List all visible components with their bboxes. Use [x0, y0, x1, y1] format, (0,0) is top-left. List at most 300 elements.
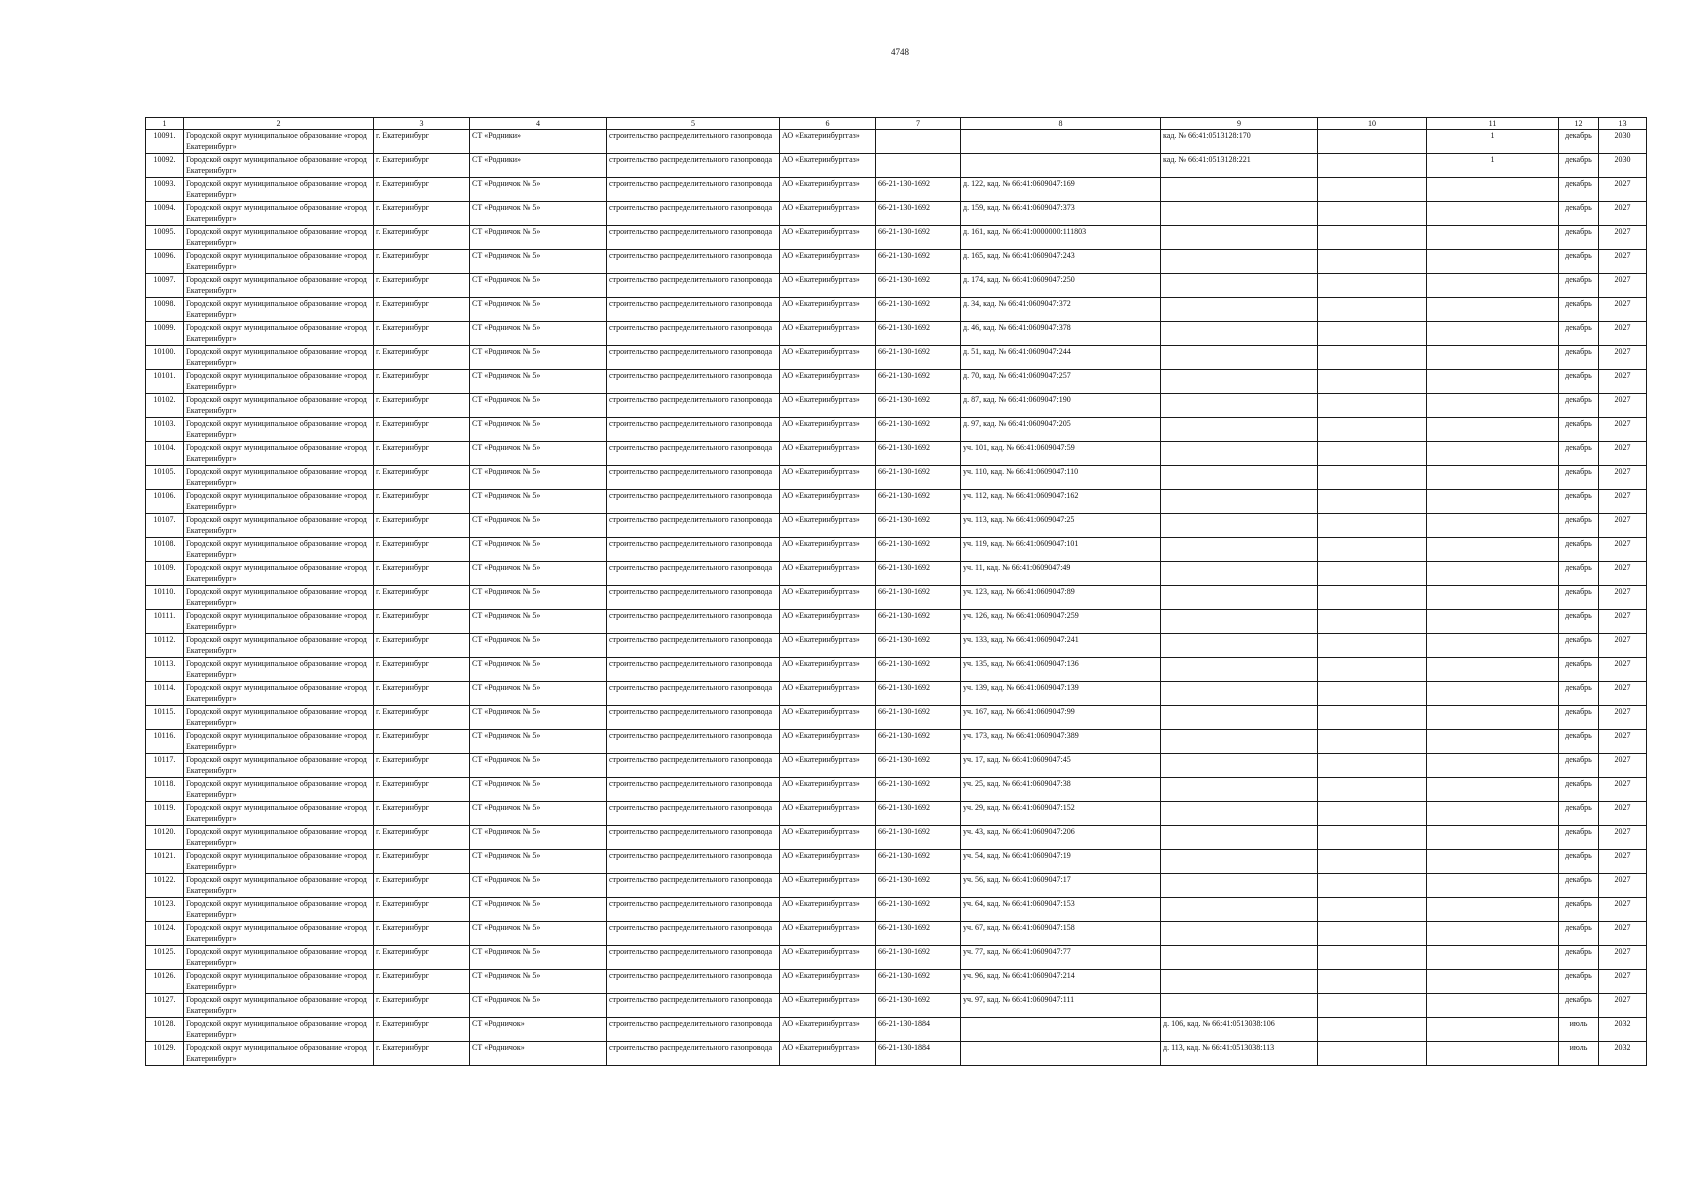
cell-work-type: строительство распределительного газопровода [607, 874, 780, 898]
cell-col-10 [1318, 994, 1427, 1018]
cell-municipality: Городской округ муниципальное образование «город Екатеринбург» [184, 634, 374, 658]
cell-month: декабрь [1559, 946, 1599, 970]
cell-permit-number: 66-21-130-1692 [876, 994, 961, 1018]
table-row [146, 898, 1647, 922]
table-row [146, 562, 1647, 586]
cell-row-number: 10125. [146, 946, 184, 970]
cell-organization: АО «Екатеринбурггаз» [780, 202, 876, 226]
cell-municipality: Городской округ муниципальное образование «город Екатеринбург» [184, 250, 374, 274]
cell-year: 2027 [1599, 874, 1647, 898]
cell-year: 2027 [1599, 946, 1647, 970]
cell-row-number: 10126. [146, 970, 184, 994]
cell-row-number: 10106. [146, 490, 184, 514]
table-row [146, 682, 1647, 706]
cell-city: г. Екатеринбург [374, 274, 470, 298]
cell-row-number: 10103. [146, 418, 184, 442]
cell-work-type: строительство распределительного газопровода [607, 466, 780, 490]
cell-quantity [1427, 202, 1559, 226]
cell-row-number: 10091. [146, 130, 184, 154]
cell-address-2 [1161, 922, 1318, 946]
cell-permit-number: 66-21-130-1692 [876, 586, 961, 610]
cell-address-2 [1161, 274, 1318, 298]
cell-col-10 [1318, 706, 1427, 730]
cell-year: 2027 [1599, 250, 1647, 274]
cell-quantity [1427, 490, 1559, 514]
cell-address-1: уч. 29, кад. № 66:41:0609047:152 [961, 802, 1161, 826]
table-row [146, 778, 1647, 802]
cell-organization: АО «Екатеринбурггаз» [780, 394, 876, 418]
cell-address-1: уч. 110, кад. № 66:41:0609047:110 [961, 466, 1161, 490]
cell-municipality: Городской округ муниципальное образование «город Екатеринбург» [184, 850, 374, 874]
cell-address-1: уч. 123, кад. № 66:41:0609047:89 [961, 586, 1161, 610]
cell-row-number: 10095. [146, 226, 184, 250]
cell-location: СТ «Родники» [470, 130, 607, 154]
cell-city: г. Екатеринбург [374, 322, 470, 346]
cell-permit-number: 66-21-130-1692 [876, 970, 961, 994]
cell-month: декабрь [1559, 154, 1599, 178]
cell-permit-number: 66-21-130-1692 [876, 898, 961, 922]
cell-permit-number: 66-21-130-1692 [876, 658, 961, 682]
cell-address-2 [1161, 442, 1318, 466]
cell-row-number: 10099. [146, 322, 184, 346]
cell-location: СТ «Родничок № 5» [470, 850, 607, 874]
cell-permit-number: 66-21-130-1692 [876, 394, 961, 418]
cell-row-number: 10127. [146, 994, 184, 1018]
cell-quantity [1427, 922, 1559, 946]
cell-col-10 [1318, 826, 1427, 850]
cell-address-2 [1161, 178, 1318, 202]
cell-work-type: строительство распределительного газопровода [607, 226, 780, 250]
cell-organization: АО «Екатеринбурггаз» [780, 802, 876, 826]
column-header-6: 6 [780, 118, 876, 130]
cell-row-number: 10107. [146, 514, 184, 538]
cell-year: 2027 [1599, 682, 1647, 706]
cell-year: 2027 [1599, 850, 1647, 874]
table-row [146, 274, 1647, 298]
cell-organization: АО «Екатеринбурггаз» [780, 874, 876, 898]
cell-permit-number: 66-21-130-1692 [876, 562, 961, 586]
cell-col-10 [1318, 586, 1427, 610]
cell-address-2 [1161, 370, 1318, 394]
cell-permit-number: 66-21-130-1884 [876, 1018, 961, 1042]
cell-address-1: уч. 139, кад. № 66:41:0609047:139 [961, 682, 1161, 706]
table-row [146, 802, 1647, 826]
cell-year: 2027 [1599, 970, 1647, 994]
cell-row-number: 10129. [146, 1042, 184, 1066]
cell-location: СТ «Родничок № 5» [470, 346, 607, 370]
cell-work-type: строительство распределительного газопровода [607, 682, 780, 706]
cell-work-type: строительство распределительного газопровода [607, 562, 780, 586]
cell-col-10 [1318, 490, 1427, 514]
cell-address-1: д. 34, кад. № 66:41:0609047:372 [961, 298, 1161, 322]
table-row [146, 370, 1647, 394]
table-row [146, 226, 1647, 250]
cell-work-type: строительство распределительного газопровода [607, 394, 780, 418]
cell-year: 2027 [1599, 370, 1647, 394]
cell-work-type: строительство распределительного газопровода [607, 418, 780, 442]
cell-row-number: 10121. [146, 850, 184, 874]
cell-row-number: 10120. [146, 826, 184, 850]
cell-month: декабрь [1559, 586, 1599, 610]
cell-permit-number: 66-21-130-1692 [876, 874, 961, 898]
cell-quantity [1427, 634, 1559, 658]
cell-location: СТ «Родничок № 5» [470, 274, 607, 298]
table-row [146, 130, 1647, 154]
cell-month: декабрь [1559, 418, 1599, 442]
cell-month: декабрь [1559, 682, 1599, 706]
cell-row-number: 10115. [146, 706, 184, 730]
cell-address-1: д. 159, кад. № 66:41:0609047:373 [961, 202, 1161, 226]
cell-col-10 [1318, 922, 1427, 946]
cell-permit-number: 66-21-130-1692 [876, 538, 961, 562]
cell-month: декабрь [1559, 274, 1599, 298]
cell-work-type: строительство распределительного газопровода [607, 898, 780, 922]
cell-municipality: Городской округ муниципальное образование «город Екатеринбург» [184, 370, 374, 394]
cell-city: г. Екатеринбург [374, 946, 470, 970]
cell-address-1: уч. 77, кад. № 66:41:0609047:77 [961, 946, 1161, 970]
cell-city: г. Екатеринбург [374, 154, 470, 178]
cell-organization: АО «Екатеринбурггаз» [780, 226, 876, 250]
cell-col-10 [1318, 946, 1427, 970]
cell-address-1: уч. 101, кад. № 66:41:0609047:59 [961, 442, 1161, 466]
cell-col-10 [1318, 250, 1427, 274]
cell-year: 2027 [1599, 418, 1647, 442]
cell-location: СТ «Родничок» [470, 1042, 607, 1066]
column-header-5: 5 [607, 118, 780, 130]
cell-year: 2027 [1599, 610, 1647, 634]
cell-month: декабрь [1559, 778, 1599, 802]
cell-permit-number: 66-21-130-1884 [876, 1042, 961, 1066]
cell-year: 2027 [1599, 634, 1647, 658]
cell-month: декабрь [1559, 634, 1599, 658]
cell-address-2 [1161, 898, 1318, 922]
cell-quantity [1427, 874, 1559, 898]
cell-address-1: уч. 133, кад. № 66:41:0609047:241 [961, 634, 1161, 658]
cell-row-number: 10098. [146, 298, 184, 322]
cell-year: 2027 [1599, 394, 1647, 418]
cell-row-number: 10109. [146, 562, 184, 586]
cell-location: СТ «Родничок № 5» [470, 730, 607, 754]
cell-permit-number: 66-21-130-1692 [876, 490, 961, 514]
cell-location: СТ «Родничок № 5» [470, 466, 607, 490]
cell-address-1: уч. 11, кад. № 66:41:0609047:49 [961, 562, 1161, 586]
cell-permit-number: 66-21-130-1692 [876, 610, 961, 634]
cell-location: СТ «Родничок № 5» [470, 298, 607, 322]
cell-row-number: 10108. [146, 538, 184, 562]
cell-month: декабрь [1559, 442, 1599, 466]
cell-month: декабрь [1559, 346, 1599, 370]
cell-location: СТ «Родничок № 5» [470, 250, 607, 274]
cell-location: СТ «Родники» [470, 154, 607, 178]
cell-municipality: Городской округ муниципальное образование «город Екатеринбург» [184, 490, 374, 514]
cell-month: декабрь [1559, 130, 1599, 154]
cell-organization: АО «Екатеринбурггаз» [780, 898, 876, 922]
table-row [146, 202, 1647, 226]
cell-year: 2027 [1599, 274, 1647, 298]
cell-permit-number: 66-21-130-1692 [876, 322, 961, 346]
cell-city: г. Екатеринбург [374, 226, 470, 250]
cell-city: г. Екатеринбург [374, 898, 470, 922]
cell-quantity [1427, 514, 1559, 538]
cell-permit-number [876, 154, 961, 178]
cell-permit-number: 66-21-130-1692 [876, 778, 961, 802]
cell-municipality: Городской округ муниципальное образование «город Екатеринбург» [184, 730, 374, 754]
cell-quantity [1427, 442, 1559, 466]
cell-month: декабрь [1559, 730, 1599, 754]
cell-city: г. Екатеринбург [374, 610, 470, 634]
cell-address-2 [1161, 682, 1318, 706]
cell-organization: АО «Екатеринбурггаз» [780, 346, 876, 370]
cell-organization: АО «Екатеринбурггаз» [780, 826, 876, 850]
cell-col-10 [1318, 1042, 1427, 1066]
cell-city: г. Екатеринбург [374, 538, 470, 562]
cell-quantity [1427, 1042, 1559, 1066]
cell-month: июль [1559, 1042, 1599, 1066]
cell-location: СТ «Родничок № 5» [470, 178, 607, 202]
cell-city: г. Екатеринбург [374, 514, 470, 538]
cell-location: СТ «Родничок № 5» [470, 442, 607, 466]
cell-address-2 [1161, 514, 1318, 538]
cell-organization: АО «Екатеринбурггаз» [780, 994, 876, 1018]
cell-year: 2027 [1599, 922, 1647, 946]
cell-col-10 [1318, 226, 1427, 250]
cell-organization: АО «Екатеринбурггаз» [780, 562, 876, 586]
cell-year: 2027 [1599, 490, 1647, 514]
cell-municipality: Городской округ муниципальное образование «город Екатеринбург» [184, 610, 374, 634]
cell-municipality: Городской округ муниципальное образование «город Екатеринбург» [184, 826, 374, 850]
cell-address-1: уч. 54, кад. № 66:41:0609047:19 [961, 850, 1161, 874]
cell-municipality: Городской округ муниципальное образование «город Екатеринбург» [184, 922, 374, 946]
cell-quantity [1427, 994, 1559, 1018]
cell-quantity [1427, 754, 1559, 778]
table-row [146, 1018, 1647, 1042]
cell-address-2 [1161, 226, 1318, 250]
cell-permit-number: 66-21-130-1692 [876, 922, 961, 946]
cell-municipality: Городской округ муниципальное образование «город Екатеринбург» [184, 658, 374, 682]
cell-organization: АО «Екатеринбурггаз» [780, 778, 876, 802]
table-row [146, 394, 1647, 418]
cell-row-number: 10104. [146, 442, 184, 466]
cell-col-10 [1318, 778, 1427, 802]
cell-permit-number: 66-21-130-1692 [876, 370, 961, 394]
cell-col-10 [1318, 658, 1427, 682]
cell-organization: АО «Екатеринбурггаз» [780, 370, 876, 394]
column-header-8: 8 [961, 118, 1161, 130]
cell-work-type: строительство распределительного газопровода [607, 298, 780, 322]
cell-address-1 [961, 154, 1161, 178]
cell-location: СТ «Родничок № 5» [470, 538, 607, 562]
cell-quantity [1427, 802, 1559, 826]
cell-col-10 [1318, 130, 1427, 154]
table-row [146, 298, 1647, 322]
cell-organization: АО «Екатеринбурггаз» [780, 514, 876, 538]
cell-location: СТ «Родничок № 5» [470, 754, 607, 778]
cell-row-number: 10117. [146, 754, 184, 778]
cell-quantity [1427, 178, 1559, 202]
cell-quantity [1427, 346, 1559, 370]
table-row [146, 346, 1647, 370]
cell-year: 2027 [1599, 730, 1647, 754]
cell-organization: АО «Екатеринбурггаз» [780, 970, 876, 994]
cell-month: декабрь [1559, 874, 1599, 898]
cell-month: декабрь [1559, 178, 1599, 202]
cell-row-number: 10102. [146, 394, 184, 418]
cell-year: 2027 [1599, 706, 1647, 730]
cell-organization: АО «Екатеринбурггаз» [780, 130, 876, 154]
cell-location: СТ «Родничок № 5» [470, 394, 607, 418]
cell-col-10 [1318, 202, 1427, 226]
column-header-12: 12 [1559, 118, 1599, 130]
cell-month: июль [1559, 1018, 1599, 1042]
cell-permit-number: 66-21-130-1692 [876, 418, 961, 442]
page-number: 4748 [891, 47, 909, 57]
cell-work-type: строительство распределительного газопровода [607, 178, 780, 202]
cell-work-type: строительство распределительного газопровода [607, 754, 780, 778]
cell-year: 2027 [1599, 994, 1647, 1018]
cell-location: СТ «Родничок № 5» [470, 634, 607, 658]
cell-address-2 [1161, 250, 1318, 274]
cell-work-type: строительство распределительного газопровода [607, 730, 780, 754]
cell-quantity [1427, 226, 1559, 250]
cell-month: декабрь [1559, 226, 1599, 250]
cell-address-1: д. 46, кад. № 66:41:0609047:378 [961, 322, 1161, 346]
table-row [146, 322, 1647, 346]
cell-col-10 [1318, 322, 1427, 346]
table-header [146, 118, 1647, 130]
cell-col-10 [1318, 970, 1427, 994]
cell-address-2: д. 106, кад. № 66:41:0513038:106 [1161, 1018, 1318, 1042]
cell-organization: АО «Екатеринбурггаз» [780, 274, 876, 298]
cell-address-2: д. 113, кад. № 66:41:0513038:113 [1161, 1042, 1318, 1066]
cell-organization: АО «Екатеринбурггаз» [780, 922, 876, 946]
cell-municipality: Городской округ муниципальное образование «город Екатеринбург» [184, 298, 374, 322]
cell-permit-number: 66-21-130-1692 [876, 754, 961, 778]
cell-row-number: 10122. [146, 874, 184, 898]
cell-col-10 [1318, 1018, 1427, 1042]
cell-city: г. Екатеринбург [374, 466, 470, 490]
cell-municipality: Городской округ муниципальное образование «город Екатеринбург» [184, 226, 374, 250]
cell-work-type: строительство распределительного газопровода [607, 250, 780, 274]
cell-address-1: д. 122, кад. № 66:41:0609047:169 [961, 178, 1161, 202]
cell-col-10 [1318, 610, 1427, 634]
cell-city: г. Екатеринбург [374, 1018, 470, 1042]
cell-organization: АО «Екатеринбурггаз» [780, 1018, 876, 1042]
column-header-1: 1 [146, 118, 184, 130]
cell-work-type: строительство распределительного газопровода [607, 202, 780, 226]
cell-quantity [1427, 394, 1559, 418]
cell-row-number: 10116. [146, 730, 184, 754]
cell-quantity [1427, 706, 1559, 730]
cell-address-1: уч. 25, кад. № 66:41:0609047:38 [961, 778, 1161, 802]
cell-organization: АО «Екатеринбурггаз» [780, 538, 876, 562]
cell-row-number: 10123. [146, 898, 184, 922]
cell-quantity [1427, 586, 1559, 610]
cell-city: г. Екатеринбург [374, 874, 470, 898]
cell-location: СТ «Родничок № 5» [470, 706, 607, 730]
cell-row-number: 10114. [146, 682, 184, 706]
cell-col-10 [1318, 298, 1427, 322]
cell-year: 2027 [1599, 442, 1647, 466]
cell-address-2 [1161, 538, 1318, 562]
cell-year: 2027 [1599, 514, 1647, 538]
cell-address-1: уч. 56, кад. № 66:41:0609047:17 [961, 874, 1161, 898]
cell-quantity [1427, 466, 1559, 490]
cell-location: СТ «Родничок № 5» [470, 514, 607, 538]
cell-row-number: 10105. [146, 466, 184, 490]
cell-location: СТ «Родничок № 5» [470, 370, 607, 394]
cell-location: СТ «Родничок № 5» [470, 490, 607, 514]
cell-municipality: Городской округ муниципальное образование «город Екатеринбург» [184, 1018, 374, 1042]
cell-col-10 [1318, 898, 1427, 922]
cell-address-1 [961, 1042, 1161, 1066]
cell-location: СТ «Родничок № 5» [470, 970, 607, 994]
table-row [146, 946, 1647, 970]
cell-city: г. Екатеринбург [374, 442, 470, 466]
table-row [146, 730, 1647, 754]
cell-city: г. Екатеринбург [374, 922, 470, 946]
cell-quantity [1427, 274, 1559, 298]
cell-quantity [1427, 562, 1559, 586]
cell-quantity [1427, 250, 1559, 274]
cell-year: 2032 [1599, 1042, 1647, 1066]
cell-work-type: строительство распределительного газопровода [607, 154, 780, 178]
cell-work-type: строительство распределительного газопровода [607, 1018, 780, 1042]
cell-address-2 [1161, 634, 1318, 658]
cell-municipality: Городской округ муниципальное образование «город Екатеринбург» [184, 874, 374, 898]
cell-permit-number: 66-21-130-1692 [876, 946, 961, 970]
cell-row-number: 10128. [146, 1018, 184, 1042]
cell-quantity [1427, 610, 1559, 634]
cell-year: 2027 [1599, 562, 1647, 586]
cell-col-10 [1318, 442, 1427, 466]
cell-municipality: Городской округ муниципальное образование «город Екатеринбург» [184, 466, 374, 490]
cell-quantity [1427, 778, 1559, 802]
cell-address-2 [1161, 562, 1318, 586]
cell-month: декабрь [1559, 466, 1599, 490]
cell-address-2 [1161, 802, 1318, 826]
cell-row-number: 10110. [146, 586, 184, 610]
column-header-10: 10 [1318, 118, 1427, 130]
cell-permit-number: 66-21-130-1692 [876, 178, 961, 202]
cell-address-2: кад. № 66:41:0513128:221 [1161, 154, 1318, 178]
cell-month: декабрь [1559, 898, 1599, 922]
cell-municipality: Городской округ муниципальное образование «город Екатеринбург» [184, 274, 374, 298]
cell-month: декабрь [1559, 826, 1599, 850]
cell-municipality: Городской округ муниципальное образование «город Екатеринбург» [184, 898, 374, 922]
cell-row-number: 10113. [146, 658, 184, 682]
cell-address-1: уч. 135, кад. № 66:41:0609047:136 [961, 658, 1161, 682]
cell-address-1: уч. 96, кад. № 66:41:0609047:214 [961, 970, 1161, 994]
cell-organization: АО «Екатеринбурггаз» [780, 466, 876, 490]
cell-year: 2027 [1599, 466, 1647, 490]
cell-col-10 [1318, 466, 1427, 490]
cell-permit-number: 66-21-130-1692 [876, 274, 961, 298]
cell-city: г. Екатеринбург [374, 298, 470, 322]
cell-col-10 [1318, 538, 1427, 562]
cell-municipality: Городской округ муниципальное образование «город Екатеринбург» [184, 562, 374, 586]
table-row [146, 514, 1647, 538]
cell-col-10 [1318, 418, 1427, 442]
cell-row-number: 10112. [146, 634, 184, 658]
cell-address-1: д. 174, кад. № 66:41:0609047:250 [961, 274, 1161, 298]
cell-city: г. Екатеринбург [374, 250, 470, 274]
cell-address-1: уч. 67, кад. № 66:41:0609047:158 [961, 922, 1161, 946]
cell-address-2 [1161, 706, 1318, 730]
cell-location: СТ «Родничок № 5» [470, 658, 607, 682]
cell-city: г. Екатеринбург [374, 634, 470, 658]
cell-row-number: 10093. [146, 178, 184, 202]
cell-month: декабрь [1559, 658, 1599, 682]
